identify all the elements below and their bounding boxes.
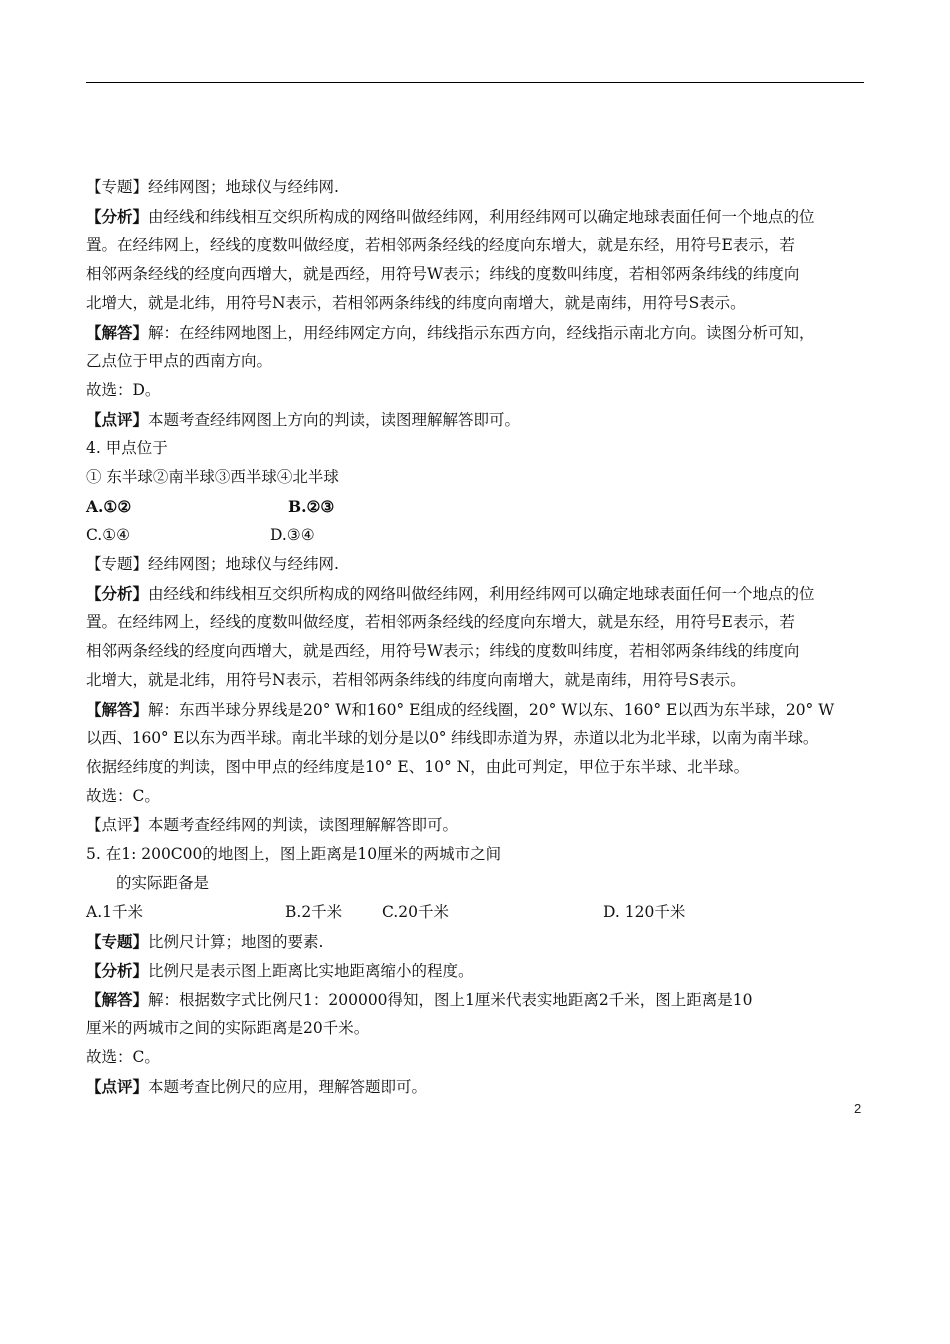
q4-answer-1 xyxy=(86,695,932,724)
q3-choice: 故选：D。 xyxy=(86,381,161,399)
option-c: C.①④ xyxy=(86,526,131,544)
option-c: C.20千米 xyxy=(382,903,449,921)
q5-topic xyxy=(86,927,932,956)
q4-comment xyxy=(86,811,932,840)
q3-answer-2: 乙点位于甲点的西南方向。 xyxy=(86,352,273,370)
q4-topic xyxy=(86,550,932,579)
analysis-tag: 【分析】 xyxy=(86,584,149,603)
option-b: B.2千米 xyxy=(285,903,343,921)
q5-comment xyxy=(86,1072,932,1101)
q4-options-cd xyxy=(86,521,932,550)
q4-analysis-1 xyxy=(86,579,932,608)
answer-text: 解：在经纬网地图上，用经纬网定方向，纬线指示东西方向，经线指示南北方向。读图分析可知， xyxy=(148,324,815,342)
topic-text: 比例尺计算；地图的要素. xyxy=(148,933,324,951)
answer-text: 解：根据数字式比例尺1：200000得知，图上1厘米代表实地距离2千米，图上距离是10 xyxy=(148,991,753,1009)
comment-text: 本题考查比例尺的应用，理解答题即可。 xyxy=(148,1078,428,1096)
q4-answer-3: 依据经纬度的判读，图中甲点的经纬度是10° E、10° N，由此可判定，甲位于东半球、北半球。 xyxy=(86,758,750,776)
q5-answer-1 xyxy=(86,985,932,1014)
q5-answer-2: 厘米的两城市之间的实际距离是20千米。 xyxy=(86,1019,370,1037)
q3-topic xyxy=(86,173,932,202)
q5-stem-2: 的实际距备是 xyxy=(116,874,210,892)
q4-options-line: ① 东半球②南半球③西半球④北半球 xyxy=(86,468,339,486)
header-rule xyxy=(86,82,864,83)
answer-text: 解：东西半球分界线是20° W和160° E组成的经线圈，20° W以东、160° E以西为东半球，20° W xyxy=(148,701,835,719)
analysis-text: 由经线和纬线相互交织所构成的网络叫做经纬网，利用经纬网可以确定地球表面任何一个地点的位 xyxy=(148,585,815,603)
q4-choice: 故选：C。 xyxy=(86,787,160,805)
q4-analysis-4: 北增大，就是北纬，用符号N表示，若相邻两条纬线的纬度向南增大，就是南纬，用符号S表示。 xyxy=(86,671,746,689)
comment-tag: 【点评】 xyxy=(86,410,149,429)
option-b: B.②③ xyxy=(288,497,335,516)
q4-options-ab xyxy=(86,492,932,521)
page-number: 2 xyxy=(854,1101,862,1116)
comment-tag: 【点评】 xyxy=(86,816,149,834)
q3-analysis-3: 相邻两条经线的经度向西增大，就是西经，用符号W表示；纬线的度数叫纬度，若相邻两条纬线的纬度向 xyxy=(86,265,800,283)
q5-stem-1: 5. 在1: 200C00的地图上，图上距离是10厘米的两城市之间 xyxy=(86,845,502,863)
topic-tag: 【专题】 xyxy=(86,932,149,951)
q3-comment xyxy=(86,405,932,434)
document-body xyxy=(86,173,932,1101)
option-a: A.①② xyxy=(86,497,132,516)
q3-analysis-4: 北增大，就是北纬，用符号N表示，若相邻两条纬线的纬度向南增大，就是南纬，用符号S表示。 xyxy=(86,294,746,312)
comment-tag: 【点评】 xyxy=(86,1077,149,1096)
topic-tag: 【专题】 xyxy=(86,178,149,196)
analysis-tag: 【分析】 xyxy=(86,207,149,226)
analysis-text: 由经线和纬线相互交织所构成的网络叫做经纬网，利用经纬网可以确定地球表面任何一个地点的位 xyxy=(148,208,815,226)
q5-analysis xyxy=(86,956,932,985)
topic-text: 经纬网图；地球仪与经纬网. xyxy=(148,178,339,196)
topic-text: 经纬网图；地球仪与经纬网. xyxy=(148,555,339,573)
q4-stem: 4. 甲点位于 xyxy=(86,439,168,457)
topic-tag: 【专题】 xyxy=(86,555,149,573)
option-d: D. 120千米 xyxy=(603,903,686,921)
q3-analysis-2: 置。在经纬网上，经线的度数叫做经度，若相邻两条经线的经度向东增大，就是东经，用符号E表示，若 xyxy=(86,236,795,254)
q4-analysis-2: 置。在经纬网上，经线的度数叫做经度，若相邻两条经线的经度向东增大，就是东经，用符号E表示，若 xyxy=(86,613,795,631)
analysis-tag: 【分析】 xyxy=(86,961,149,980)
answer-tag: 【解答】 xyxy=(86,323,149,342)
q4-analysis-3: 相邻两条经线的经度向西增大，就是西经，用符号W表示；纬线的度数叫纬度，若相邻两条纬线的纬度向 xyxy=(86,642,800,660)
q4-answer-2: 以西、160° E以东为西半球。南北半球的划分是以0° 纬线即赤道为界，赤道以北为北半球，以南为南半球。 xyxy=(86,729,819,747)
comment-text: 本题考查经纬网的判读，读图理解解答即可。 xyxy=(148,816,459,834)
option-d: D.③④ xyxy=(270,526,315,544)
option-a: A.1千米 xyxy=(86,903,143,921)
answer-tag: 【解答】 xyxy=(86,700,149,719)
q5-choice: 故选：C。 xyxy=(86,1048,160,1066)
analysis-text: 比例尺是表示图上距离比实地距离缩小的程度。 xyxy=(148,962,474,980)
q3-answer-1 xyxy=(86,318,932,347)
comment-text: 本题考查经纬网图上方向的判读，读图理解解答即可。 xyxy=(148,411,521,429)
answer-tag: 【解答】 xyxy=(86,990,149,1009)
q3-analysis-1 xyxy=(86,202,932,231)
q5-options xyxy=(86,898,932,927)
